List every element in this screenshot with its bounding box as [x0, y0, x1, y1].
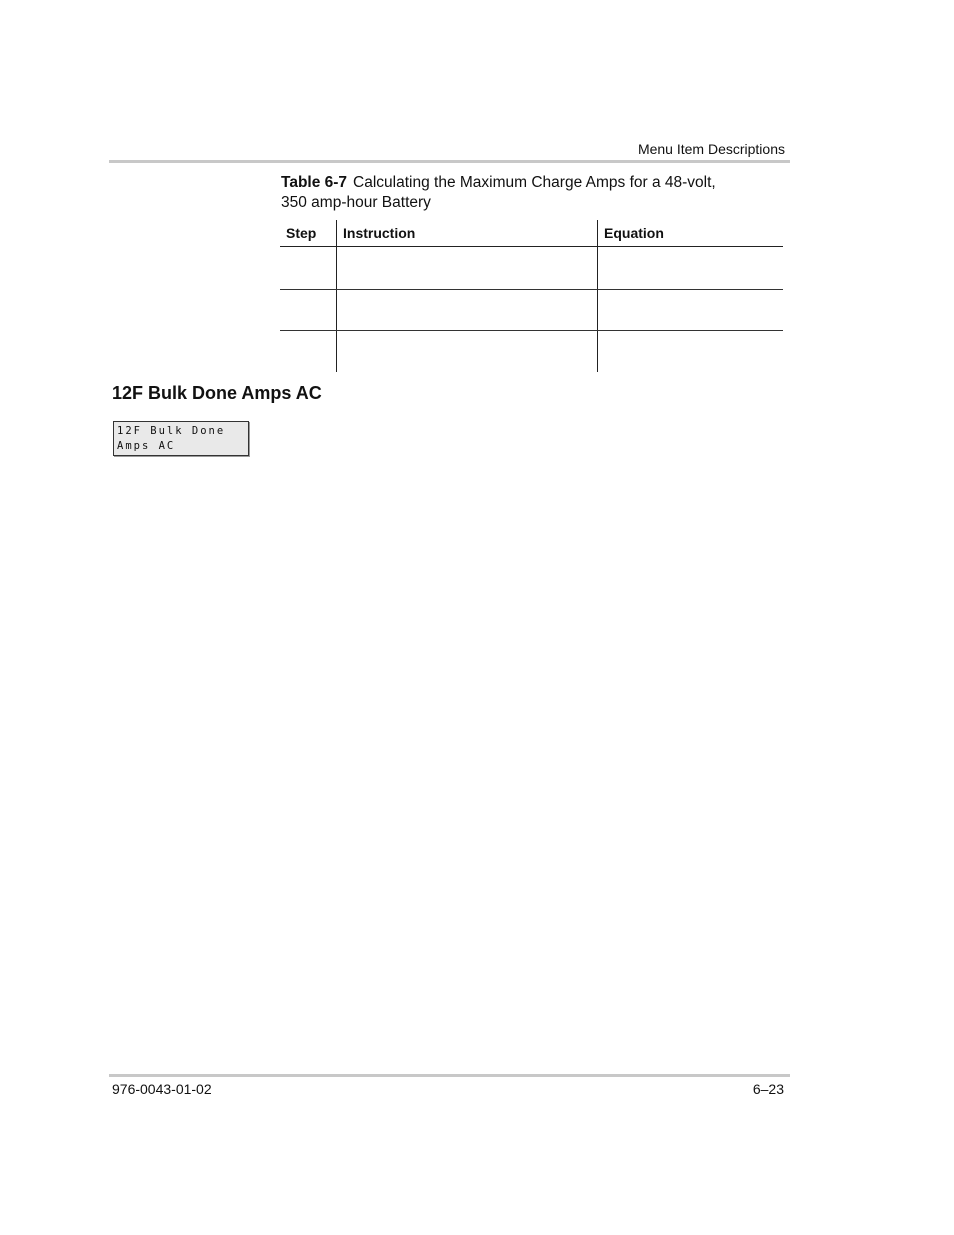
footer-rule — [109, 1074, 790, 1077]
table-caption — [281, 173, 781, 213]
table-cell-step — [280, 331, 337, 373]
table-cell-equation — [598, 247, 784, 290]
header-rule — [109, 160, 790, 163]
table-caption-label: Table 6-7 — [281, 174, 348, 191]
table-cell-step — [280, 290, 337, 331]
table-cell-equation — [598, 290, 784, 331]
lcd-line-2: Amps AC — [117, 440, 176, 452]
table-caption-text: Calculating the Maximum Charge Amps for a 48-volt, — [353, 174, 716, 191]
table-cell-instruction — [337, 247, 598, 290]
table-cell-instruction — [337, 290, 598, 331]
lcd-display — [113, 421, 249, 456]
table-cell-step — [280, 247, 337, 290]
table-row — [280, 290, 783, 331]
charge-amps-table — [280, 220, 783, 372]
document-number: 976-0043-01-02 — [112, 1081, 212, 1097]
table-cell-equation — [598, 331, 784, 373]
section-heading: 12F Bulk Done Amps AC — [112, 383, 322, 403]
column-header-instruction: Instruction — [337, 220, 598, 247]
table-cell-instruction — [337, 331, 598, 373]
table-row — [280, 247, 783, 290]
table-header-row — [280, 220, 783, 247]
column-header-equation: Equation — [598, 220, 784, 247]
table-caption-text-line2: 350 amp-hour Battery — [281, 194, 431, 211]
running-header: Menu Item Descriptions — [637, 141, 785, 157]
column-header-step: Step — [280, 220, 337, 247]
page-number: 6–23 — [752, 1081, 784, 1097]
table-row — [280, 331, 783, 373]
lcd-line-1: 12F Bulk Done — [117, 425, 226, 437]
